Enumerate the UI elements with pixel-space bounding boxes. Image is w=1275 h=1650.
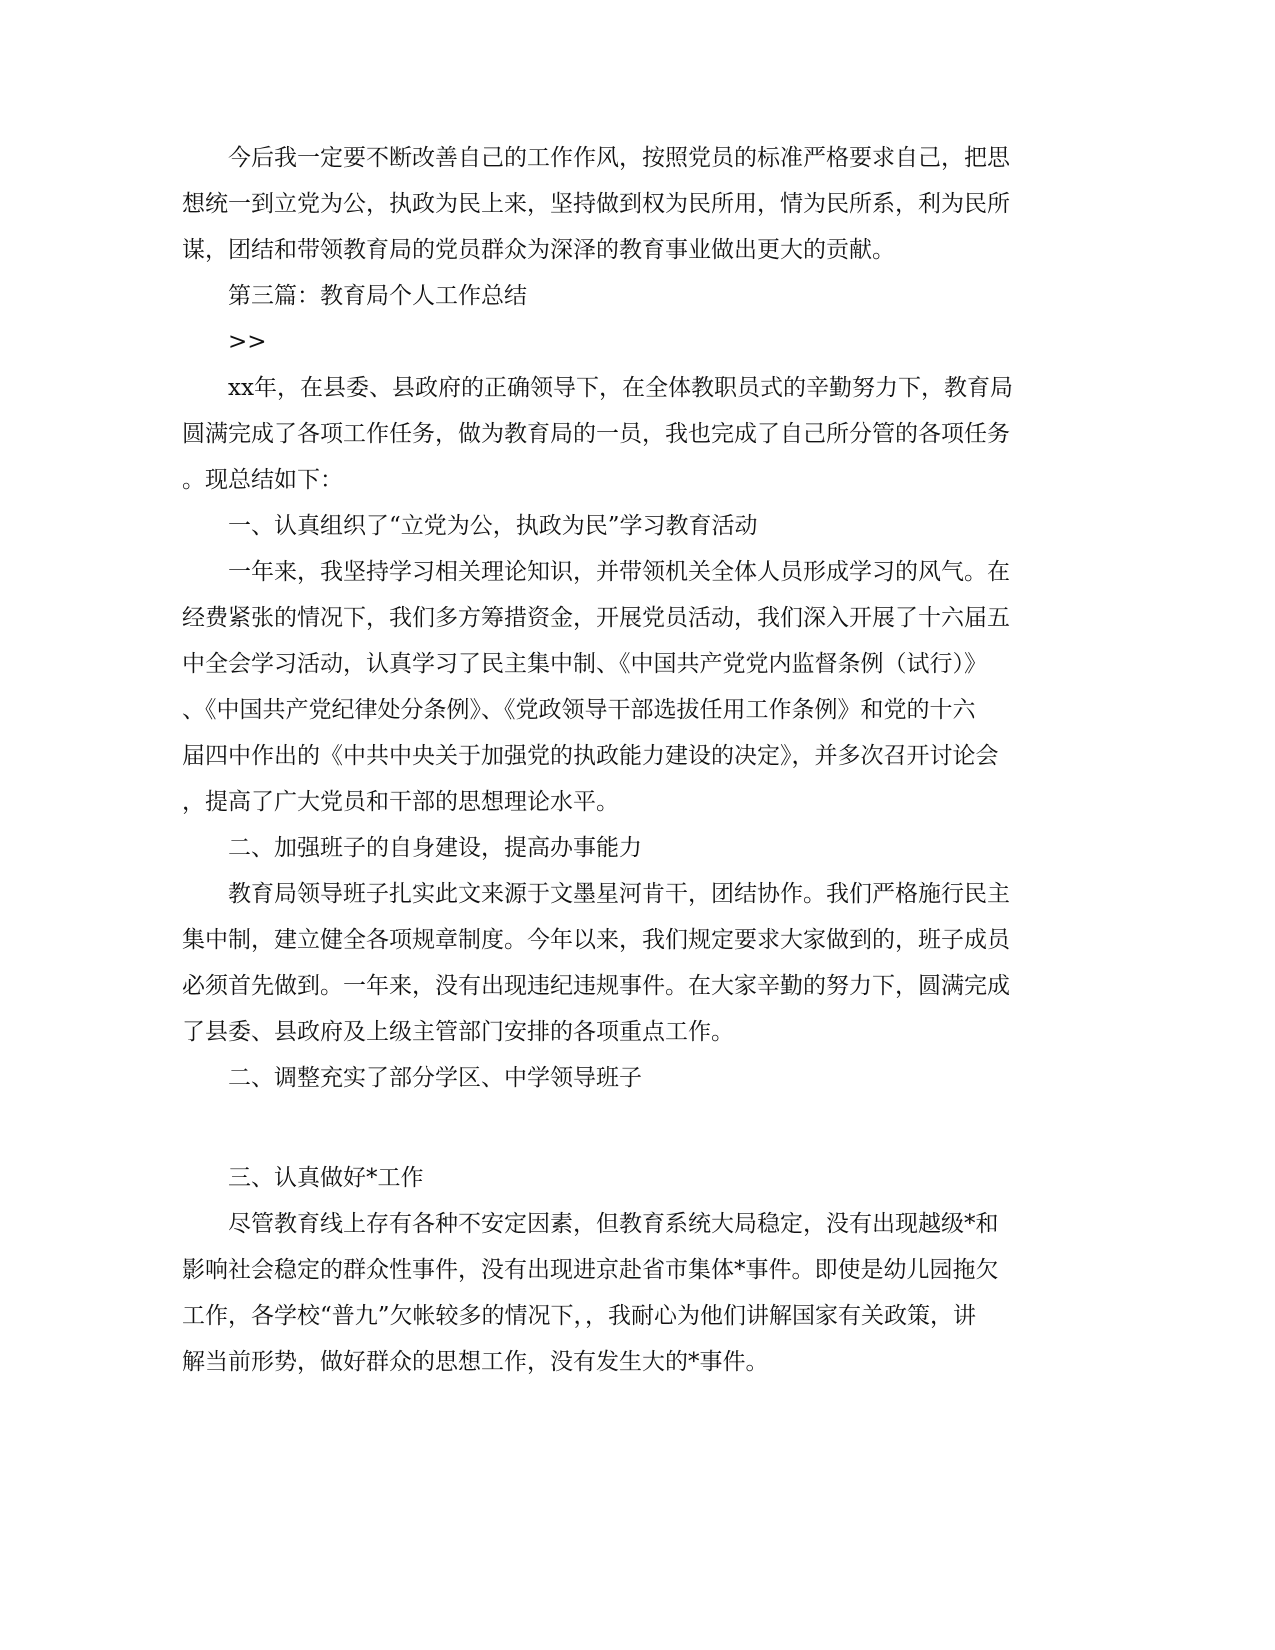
paragraph-line: 尽管教育线上存有各种不安定因素，但教育系统大局稳定，没有出现越级*和 <box>228 1211 999 1237</box>
paragraph-line: 工作，各学校“普九”欠帐较多的情况下，，我耐心为他们讲解国家有关政策，讲 <box>182 1303 977 1329</box>
paragraph-line: 今后我一定要不断改善自己的工作作风，按照党员的标准严格要求自己，把思 <box>228 145 1010 171</box>
paragraph-line: ，提高了广大党员和干部的思想理论水平。 <box>182 789 619 815</box>
paragraph-line: 想统一到立党为公，执政为民上来，坚持做到权为民所用，情为民所系，利为民所 <box>182 191 1010 217</box>
paragraph-line: 一年来，我坚持学习相关理论知识，并带领机关全体人员形成学习的风气。在 <box>228 559 1010 585</box>
paragraph-line: 届四中作出的《中共中央关于加强党的执政能力建设的决定》，并多次召开讨论会 <box>182 743 999 769</box>
paragraph-line: 解当前形势，做好群众的思想工作，没有发生大的*事件。 <box>182 1349 769 1375</box>
paragraph-line: 经费紧张的情况下，我们多方筹措资金，开展党员活动，我们深入开展了十六届五 <box>182 605 1010 631</box>
paragraph-line: xx年，在县委、县政府的正确领导下，在全体教职员式的辛勤努力下，教育局 <box>228 375 1013 401</box>
paragraph-line: 了县委、县政府及上级主管部门安排的各项重点工作。 <box>182 1019 734 1045</box>
paragraph-line: 教育局领导班子扎实此文来源于文墨星河肯干，团结协作。我们严格施行民主 <box>228 881 1010 907</box>
paragraph-line: 、《中国共产党纪律处分条例》、《党政领导干部选拔任用工作条例》和党的十六 <box>182 697 976 723</box>
paragraph-line: 。现总结如下： <box>182 467 343 493</box>
subsection-heading: 三、认真做好*工作 <box>228 1165 424 1191</box>
subsection-heading: 一、认真组织了“立党为公，执政为民”学习教育活动 <box>228 513 758 539</box>
paragraph-line: 必须首先做到。一年来，没有出现违纪违规事件。在大家辛勤的努力下，圆满完成 <box>182 973 1010 999</box>
paragraph-line: 中全会学习活动，认真学习了民主集中制、《中国共产党党内监督条例（试行）》 <box>182 651 987 677</box>
paragraph-line: 圆满完成了各项工作任务，做为教育局的一员，我也完成了自己所分管的各项任务 <box>182 421 1010 447</box>
subsection-heading: 二、调整充实了部分学区、中学领导班子 <box>228 1065 642 1091</box>
section-heading: 第三篇：教育局个人工作总结 <box>228 283 527 309</box>
paragraph-line: 影响社会稳定的群众性事件，没有出现进京赴省市集体*事件。即使是幼儿园拖欠 <box>182 1257 999 1283</box>
paragraph-line: 谋，团结和带领教育局的党员群众为深泽的教育事业做出更大的贡献。 <box>182 237 895 263</box>
paragraph-line: >> <box>228 329 267 355</box>
subsection-heading: 二、加强班子的自身建设，提高办事能力 <box>228 835 642 861</box>
paragraph-line: 集中制，建立健全各项规章制度。今年以来，我们规定要求大家做到的，班子成员 <box>182 927 1010 953</box>
